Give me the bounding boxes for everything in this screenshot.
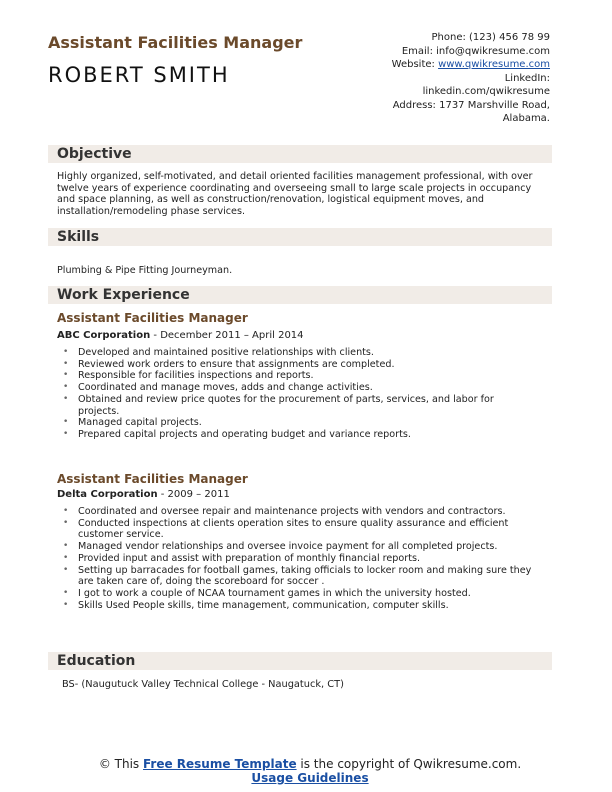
contact-address-line2: Alabama.: [502, 113, 550, 124]
skills-text: Plumbing & Pipe Fitting Journeyman.: [57, 265, 233, 276]
list-item: • Coordinated and oversee repair and maintenance projects with vendors and contractors.: [63, 506, 533, 518]
list-item: • Managed capital projects.: [63, 417, 533, 429]
list-item: • Provided input and assist with preparation of monthly financial reports.: [63, 553, 533, 565]
job-2-company-line: [57, 489, 230, 500]
list-item: • Skills Used People skills, time management, communication, computer skills.: [63, 600, 533, 612]
job-1-dates: - December 2011 – April 2014: [150, 330, 304, 341]
job-2-company: Delta Corporation: [57, 489, 158, 500]
contact-linkedin: linkedin.com/qwikresume: [422, 86, 550, 97]
job-2-bullets: [63, 506, 533, 611]
list-item: • Setting up barracades for football games, taking officials to locker room and making sure they are taken care of, doing the scoreboard for soccer .: [63, 565, 533, 588]
skills-heading: Skills: [57, 229, 100, 245]
job-2-dates: - 2009 – 2011: [157, 489, 230, 500]
job-1-title: Assistant Facilities Manager: [57, 311, 248, 325]
list-item: • Obtained and review price quotes for the procurement of parts, services, and labor for projects.: [63, 394, 533, 417]
free-resume-template-link[interactable]: Free Resume Template: [142, 757, 297, 771]
work-heading: Work Experience: [57, 287, 190, 303]
work-section-header: [48, 286, 552, 304]
education-heading: Education: [57, 653, 136, 669]
footer-prefix: © This: [98, 757, 143, 771]
contact-email: Email: info@qwikresume.com: [401, 45, 550, 57]
contact-phone: Phone: (123) 456 78 99: [431, 32, 550, 43]
list-item: • Developed and maintained positive relationships with clients.: [63, 347, 533, 359]
list-item: • Conducted inspections at clients operation sites to ensure quality assurance and efficient customer service.: [63, 518, 533, 541]
footer-middle: is the copyright of Qwikresume.com.: [296, 757, 522, 771]
objective-heading: Objective: [57, 146, 132, 162]
job-1-company: ABC Corporation: [57, 330, 151, 341]
objective-text: Highly organized, self-motivated, and detail oriented facilities management professional, with over twelve years of experience coordinating and overseeing small to large scale projects in occupancy and space planning, as well as construction/renovation, logistical equipment moves, and installation/remodeling phase services.: [57, 171, 533, 218]
list-item: • Reviewed work orders to ensure that assignments are completed.: [63, 359, 533, 371]
list-item: • Managed vendor relationships and oversee invoice payment for all completed projects.: [63, 541, 533, 553]
list-item: • Responsible for facilities inspections and reports.: [63, 370, 533, 382]
website-label: Website:: [391, 59, 439, 70]
job-1-bullets: [63, 347, 533, 441]
contact-block: [350, 31, 550, 126]
website-link[interactable]: www.qwikresume.com: [438, 59, 550, 70]
list-item: • I got to work a couple of NCAA tournament games in which the university hosted.: [63, 588, 533, 600]
contact-website: [350, 58, 550, 72]
contact-linkedin-label: LinkedIn:: [504, 72, 550, 84]
education-section-header: [48, 652, 552, 670]
list-item: • Coordinated and manage moves, adds and change activities.: [63, 382, 533, 394]
job-1-company-line: [57, 330, 304, 341]
education-text: BS- (Naugutuck Valley Technical College - Naugatuck, CT): [62, 679, 344, 690]
usage-guidelines-link[interactable]: Usage Guidelines: [251, 771, 369, 785]
skills-section-header: [48, 228, 552, 246]
candidate-name: ROBERT SMITH: [48, 63, 230, 87]
job-title-header: Assistant Facilities Manager: [48, 33, 303, 52]
footer: [80, 757, 540, 785]
list-item: • Prepared capital projects and operating budget and variance reports.: [63, 429, 533, 441]
job-2-title: Assistant Facilities Manager: [57, 472, 248, 486]
contact-address-line1: Address: 1737 Marshville Road,: [392, 99, 550, 111]
objective-section-header: [48, 145, 552, 163]
